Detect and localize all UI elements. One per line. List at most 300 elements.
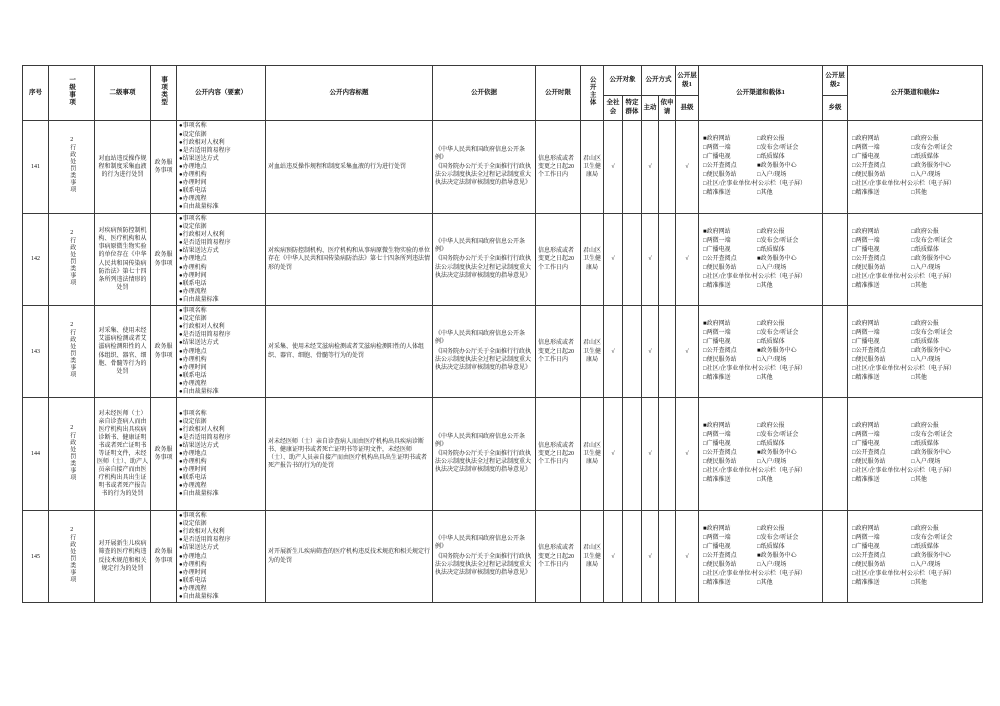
channel-option: □纸质媒体: [757, 543, 785, 550]
element-item: ●结果送达方式: [179, 545, 219, 552]
check-township: [823, 214, 848, 306]
channel2-list: [850, 227, 980, 293]
row-elements: [177, 398, 266, 511]
channel-option: □发布会/听证会: [757, 329, 799, 336]
channel-option: □发布会/听证会: [911, 237, 953, 244]
element-item: ●设定依据: [179, 418, 207, 425]
row-elements: [177, 121, 266, 214]
element-item: ●办理机构: [179, 356, 207, 363]
channel-option: □两微一端: [703, 237, 731, 244]
channel-option: □发布会/听证会: [757, 237, 799, 244]
channel-option: □社区/企事业单位/村公示栏（电子屏）: [703, 365, 806, 372]
element-item: ●是否适用简易程序: [179, 240, 231, 247]
channel-option: □政务服务中心: [911, 450, 951, 457]
channel-option: □精准推送: [852, 477, 880, 484]
col-header-target-specific: 特定群体: [623, 96, 642, 121]
channel-option: □广播电视: [703, 543, 731, 550]
row-item-type: 政务服务事项: [151, 511, 177, 603]
element-item: ●办理时间: [179, 180, 207, 187]
channel1-list: [701, 227, 820, 293]
channel-option: ■政务服务中心: [757, 552, 797, 559]
channel-option: □政府公报: [911, 525, 939, 532]
channel-option: □公开查阅点: [703, 450, 737, 457]
element-item: ●联系电话: [179, 372, 207, 379]
row-basis: [433, 121, 536, 214]
basis-item: 《国务院办公厅关于全面推行行政执法公示制度执法全过程记录制度重大执法决定法制审核制度的指导意见》: [435, 163, 532, 187]
disclosure-catalog-table: [22, 65, 983, 603]
row-channel2: [848, 511, 983, 603]
channel-option: □入户/现场: [757, 264, 787, 271]
channel-option: □其他: [757, 579, 773, 586]
channel-option: □政府公报: [757, 423, 785, 430]
channel-option: □精准推送: [703, 282, 731, 289]
channel-option: □入户/现场: [911, 459, 941, 466]
row-no: 142: [23, 214, 49, 306]
col-header-content-title: 公开内容标题: [266, 66, 433, 121]
channel-option: ■政务服务中心: [757, 347, 797, 354]
basis-item: 《中华人民共和国政府信息公开条例》: [435, 536, 526, 551]
check-county: √: [676, 306, 699, 398]
row-time-limit: 信息形成或者变更之日起20个工作日内: [536, 214, 581, 306]
channel-option: ■政府网站: [703, 320, 731, 327]
col-header-level2: 二级事项: [95, 66, 151, 121]
channel-option: □便民服务站: [852, 264, 886, 271]
channel-option: □社区/企事业单位/村公示栏（电子屏）: [703, 570, 806, 577]
element-item: ●是否适用简易程序: [179, 434, 231, 441]
check-all-society: √: [604, 306, 623, 398]
channel-option: □公开查阅点: [852, 347, 886, 354]
row-no: 145: [23, 511, 49, 603]
col-header-tier2-sub: 乡级: [823, 96, 848, 121]
channel-option: □广播电视: [703, 338, 731, 345]
channel-option: □两微一端: [703, 329, 731, 336]
channel-option: □便民服务站: [703, 172, 737, 179]
row-item-type: 政务服务事项: [151, 306, 177, 398]
channel-option: □两微一端: [852, 329, 880, 336]
col-header-time-limit: 公开时限: [536, 66, 581, 121]
channel-option: □两微一端: [703, 432, 731, 439]
row-level2: 对采集、使用未经艾滋病检测或者艾滋病检测阳性的人体组织、器官、细胞、骨髓等行为的处罚: [95, 306, 151, 398]
row-channel1: [699, 121, 823, 214]
row-item-type: 政务服务事项: [151, 121, 177, 214]
channel-option: □政府公报: [757, 228, 785, 235]
channel-option: □纸质媒体: [911, 543, 939, 550]
check-all-society: √: [604, 121, 623, 214]
table-row: [23, 511, 983, 603]
channel-option: □入户/现场: [911, 561, 941, 568]
col-header-method-request: 依申请: [659, 96, 676, 121]
element-item: ●自由裁量标准: [179, 296, 219, 303]
col-header-channel1: 公开渠道和载体1: [699, 66, 823, 121]
channel-option: □其他: [757, 282, 773, 289]
basis-item: 《中华人民共和国政府信息公开条例》: [435, 433, 526, 448]
element-item: ●办理机构: [179, 561, 207, 568]
channel-option: □入户/现场: [911, 356, 941, 363]
row-level1: 2行政处罚类事项: [68, 137, 75, 194]
element-item: ●办理时间: [179, 467, 207, 474]
row-time-limit: 信息形成或者变更之日起20个工作日内: [536, 306, 581, 398]
channel-option: □政府公报: [757, 136, 785, 143]
channel-option: □两微一端: [852, 432, 880, 439]
channel-option: ■政务服务中心: [757, 163, 797, 170]
channel-option: □两微一端: [703, 145, 731, 152]
channel-option: □政府公报: [911, 136, 939, 143]
element-item: ●办理流程: [179, 196, 207, 203]
channel-option: □政府网站: [852, 136, 880, 143]
table-row: [23, 214, 983, 306]
channel-option: □入户/现场: [757, 356, 787, 363]
channel-option: □入户/现场: [911, 172, 941, 179]
channel-option: □其他: [911, 190, 927, 197]
element-item: ●设定依据: [179, 521, 207, 528]
row-basis: [433, 398, 536, 511]
element-item: ●联系电话: [179, 577, 207, 584]
basis-item: 《中华人民共和国政府信息公开条例》: [435, 239, 526, 254]
channel-option: □广播电视: [703, 154, 731, 161]
channel-option: □社区/企事业单位/村公示栏（电子屏）: [703, 181, 806, 188]
basis-item: 《中华人民共和国政府信息公开条例》: [435, 146, 526, 161]
channel-option: □发布会/听证会: [757, 534, 799, 541]
col-header-content-elements: 公开内容（要素）: [177, 66, 266, 121]
col-header-method-active: 主动: [642, 96, 659, 121]
row-level2: 对未经医师（士）亲自诊查病人而由医疗机构出具疾病诊断书、健康证明书或者死亡证明书等证明文件，未经医师（士）、助产人员亲自接产而由医疗机构出具出生证明书或者死产报告书的行为的处罚: [95, 398, 151, 511]
element-item: ●设定依据: [179, 131, 207, 138]
channel-option: □广播电视: [852, 543, 880, 550]
channel-option: □精准推送: [852, 579, 880, 586]
channel2-list: [850, 319, 980, 385]
element-item: ●自由裁量标准: [179, 388, 219, 395]
element-item: ●办理地点: [179, 163, 207, 170]
check-active: √: [642, 511, 659, 603]
element-item: ●办理地点: [179, 348, 207, 355]
channel1-list: [701, 319, 820, 385]
row-level1: 2行政处罚类事项: [68, 527, 75, 584]
element-item: ●自由裁量标准: [179, 594, 219, 600]
channel-option: □政府网站: [852, 525, 880, 532]
channel-option: □纸质媒体: [757, 441, 785, 448]
channel-option: □两微一端: [852, 237, 880, 244]
channel-option: □其他: [757, 477, 773, 484]
channel-option: □便民服务站: [703, 264, 737, 271]
row-level1-cell: [49, 121, 95, 214]
row-level1-cell: [49, 398, 95, 511]
channel-option: □入户/现场: [757, 172, 787, 179]
col-header-level1: 一级事项: [49, 66, 95, 121]
channel-option: □广播电视: [852, 338, 880, 345]
channel-option: □入户/现场: [757, 561, 787, 568]
element-item: ●行政相对人权利: [179, 426, 225, 433]
element-item: ●事项名称: [179, 410, 207, 417]
channel2-list: [850, 421, 980, 487]
row-no: 143: [23, 306, 49, 398]
check-all-society: √: [604, 214, 623, 306]
channel-option: □公开查阅点: [852, 255, 886, 262]
check-township: [823, 121, 848, 214]
element-item: ●结果送达方式: [179, 248, 219, 255]
row-level1-cell: [49, 306, 95, 398]
row-time-limit: 信息形成或者变更之日起20个工作日内: [536, 121, 581, 214]
check-specific-group: [623, 398, 642, 511]
channel-option: □公开查阅点: [852, 163, 886, 170]
channel-option: □便民服务站: [703, 561, 737, 568]
channel-option: □两微一端: [852, 145, 880, 152]
channel-option: □公开查阅点: [703, 552, 737, 559]
channel-option: □两微一端: [703, 534, 731, 541]
channel-option: □广播电视: [852, 441, 880, 448]
channel-option: □入户/现场: [911, 264, 941, 271]
channel-option: □精准推送: [703, 190, 731, 197]
channel-option: □社区/企事业单位/村公示栏（电子屏）: [852, 273, 955, 280]
channel-option: □广播电视: [703, 246, 731, 253]
channel-option: □其他: [757, 190, 773, 197]
channel-option: □政府公报: [757, 525, 785, 532]
element-item: ●办理流程: [179, 380, 207, 387]
row-level1-cell: [49, 214, 95, 306]
row-channel2: [848, 214, 983, 306]
channel-option: □精准推送: [852, 282, 880, 289]
check-active: √: [642, 214, 659, 306]
channel-option: □社区/企事业单位/村公示栏（电子屏）: [703, 273, 806, 280]
check-township: [823, 398, 848, 511]
channel-option: □公开查阅点: [852, 450, 886, 457]
channel-option: □发布会/听证会: [757, 145, 799, 152]
channel-option: ■政府网站: [703, 136, 731, 143]
element-item: ●事项名称: [179, 308, 207, 315]
channel-option: □便民服务站: [852, 459, 886, 466]
channel-option: □其他: [911, 282, 927, 289]
row-channel2: [848, 398, 983, 511]
table-row: [23, 398, 983, 511]
col-header-tier1-sub: 县级: [676, 96, 699, 121]
channel-option: □精准推送: [703, 579, 731, 586]
element-item: ●事项名称: [179, 123, 207, 130]
table-body: [23, 121, 983, 603]
element-item: ●行政相对人权利: [179, 232, 225, 239]
channel-option: □纸质媒体: [757, 338, 785, 345]
channel-option: □纸质媒体: [757, 154, 785, 161]
channel1-list: [701, 421, 820, 487]
channel-option: □政务服务中心: [911, 347, 951, 354]
row-content-title: 对血站违反操作规程和制度采集血液的行为进行处罚: [266, 121, 433, 214]
col-header-tier2: 公开层级2: [823, 66, 848, 96]
check-specific-group: [623, 121, 642, 214]
channel1-list: [701, 524, 820, 590]
channel-option: □其他: [911, 579, 927, 586]
element-item: ●办理流程: [179, 288, 207, 295]
basis-item: 《中华人民共和国政府信息公开条例》: [435, 331, 526, 346]
channel-option: □精准推送: [852, 374, 880, 381]
row-no: 141: [23, 121, 49, 214]
check-on-request: [659, 214, 676, 306]
row-elements: [177, 306, 266, 398]
row-channel1: [699, 306, 823, 398]
element-item: ●联系电话: [179, 280, 207, 287]
channel-option: □其他: [911, 374, 927, 381]
element-item: ●结果送达方式: [179, 155, 219, 162]
channel-option: □政府公报: [911, 423, 939, 430]
channel-option: □政府公报: [757, 320, 785, 327]
channel-option: □政务服务中心: [911, 163, 951, 170]
row-subject: 君山区卫生健康局: [581, 214, 604, 306]
channel-option: □社区/企事业单位/村公示栏（电子屏）: [703, 468, 806, 475]
channel-option: □社区/企事业单位/村公示栏（电子屏）: [852, 468, 955, 475]
element-item: ●设定依据: [179, 316, 207, 323]
channel-option: □便民服务站: [852, 172, 886, 179]
element-item: ●办理机构: [179, 264, 207, 271]
channel-option: □广播电视: [703, 441, 731, 448]
channel-option: □广播电视: [852, 154, 880, 161]
channel-option: □精准推送: [703, 374, 731, 381]
channel-option: ■政务服务中心: [757, 450, 797, 457]
element-item: ●事项名称: [179, 513, 207, 520]
check-county: √: [676, 121, 699, 214]
row-content-title: 对疾病预防控制机构、医疗机构和从事病原微生物实验的单位存在《中华人民共和国传染病防治法》第七十四条所列违法情形的处罚: [266, 214, 433, 306]
channel-option: □政府网站: [852, 228, 880, 235]
channel-option: □其他: [911, 477, 927, 484]
row-level2: 对开展新生儿疾病筛查的医疗机构违反技术规范和相关规定行为的处罚: [95, 511, 151, 603]
table-row: [23, 306, 983, 398]
channel-option: □纸质媒体: [911, 441, 939, 448]
element-item: ●自由裁量标准: [179, 491, 219, 498]
element-item: ●是否适用简易程序: [179, 147, 231, 154]
element-item: ●自由裁量标准: [179, 204, 219, 211]
channel-option: ■政务服务中心: [757, 255, 797, 262]
element-item: ●办理时间: [179, 364, 207, 371]
element-item: ●联系电话: [179, 188, 207, 195]
row-channel1: [699, 214, 823, 306]
channel-option: □广播电视: [852, 246, 880, 253]
row-channel1: [699, 398, 823, 511]
channel-option: □便民服务站: [852, 561, 886, 568]
basis-item: 《国务院办公厅关于全面推行行政执法公示制度执法全过程记录制度重大执法决定法制审核制度的指导意见》: [435, 553, 532, 576]
row-content-title: 对未经医师（士）亲自诊查病人而由医疗机构出具疾病诊断书、健康证明书或者死亡证明书等证明文件，未经医师（士）、助产人员亲自接产而由医疗机构出具出生证明书或者死产报告书的行为的处罚: [266, 398, 433, 511]
channel-option: □入户/现场: [757, 459, 787, 466]
check-all-society: √: [604, 511, 623, 603]
channel-option: □政务服务中心: [911, 255, 951, 262]
element-item: ●办理地点: [179, 256, 207, 263]
channel-option: □发布会/听证会: [757, 432, 799, 439]
col-header-target: 公开对象: [604, 66, 642, 96]
col-header-method: 公开方式: [642, 66, 676, 96]
channel-option: □社区/企事业单位/村公示栏（电子屏）: [852, 570, 955, 577]
channel-option: □两微一端: [852, 534, 880, 541]
channel-option: □公开查阅点: [852, 552, 886, 559]
check-all-society: √: [604, 398, 623, 511]
row-basis: [433, 306, 536, 398]
row-subject: 君山区卫生健康局: [581, 398, 604, 511]
row-level1-cell: [49, 511, 95, 603]
element-item: ●联系电话: [179, 475, 207, 482]
channel-option: □政府公报: [911, 320, 939, 327]
channel-option: □公开查阅点: [703, 347, 737, 354]
channel-option: □便民服务站: [703, 356, 737, 363]
basis-item: 《国务院办公厅关于全面推行行政执法公示制度执法全过程记录制度重大执法决定法制审核制度的指导意见》: [435, 256, 532, 279]
basis-item: 《国务院办公厅关于全面推行行政执法公示制度执法全过程记录制度重大执法决定法制审核制度的指导意见》: [435, 348, 532, 371]
channel-option: □政务服务中心: [911, 552, 951, 559]
row-level2: 对疾病预防控制机构、医疗机构和从事病原微生物实验的单位存在《中华人民共和国传染病防治法》第七十四条所列违法情形的处罚: [95, 214, 151, 306]
check-township: [823, 511, 848, 603]
check-on-request: [659, 398, 676, 511]
col-header-channel2: 公开渠道和载体2: [848, 66, 983, 121]
row-content-title: 对开展新生儿疾病筛查的医疗机构违反技术规范和相关规定行为的处罚: [266, 511, 433, 603]
element-item: ●办理地点: [179, 553, 207, 560]
element-item: ●办理时间: [179, 272, 207, 279]
row-level2: 对血站违反操作规程和制度采集血液的行为进行处罚: [95, 121, 151, 214]
channel-option: □发布会/听证会: [911, 432, 953, 439]
check-on-request: [659, 511, 676, 603]
check-active: √: [642, 398, 659, 511]
element-item: ●办理流程: [179, 483, 207, 490]
row-subject: 君山区卫生健康局: [581, 121, 604, 214]
element-item: ●结果送达方式: [179, 340, 219, 347]
channel-option: □便民服务站: [703, 459, 737, 466]
check-active: √: [642, 306, 659, 398]
row-elements: [177, 511, 266, 603]
channel-option: □精准推送: [703, 477, 731, 484]
channel-option: □公开查阅点: [703, 163, 737, 170]
channel-option: ■政府网站: [703, 525, 731, 532]
row-item-type: 政务服务事项: [151, 398, 177, 511]
table-row: [23, 121, 983, 214]
channel-option: ■政府网站: [703, 423, 731, 430]
col-header-tier1: 公开层级1: [676, 66, 699, 96]
col-header-item-type: 事项类型: [151, 66, 177, 121]
row-item-type: 政务服务事项: [151, 214, 177, 306]
element-item: ●办理时间: [179, 569, 207, 576]
col-header-no: 序号: [23, 66, 49, 121]
col-header-basis: 公开依据: [433, 66, 536, 121]
check-specific-group: [623, 511, 642, 603]
row-basis: [433, 214, 536, 306]
check-specific-group: [623, 306, 642, 398]
channel-option: □便民服务站: [852, 356, 886, 363]
row-no: 144: [23, 398, 49, 511]
channel-option: □纸质媒体: [911, 246, 939, 253]
row-subject: 君山区卫生健康局: [581, 306, 604, 398]
channel-option: □精准推送: [852, 190, 880, 197]
element-item: ●是否适用简易程序: [179, 537, 231, 544]
channel-option: □纸质媒体: [911, 154, 939, 161]
element-item: ●事项名称: [179, 216, 207, 222]
row-time-limit: 信息形成或者变更之日起20个工作日内: [536, 511, 581, 603]
row-channel2: [848, 121, 983, 214]
element-item: ●办理机构: [179, 172, 207, 179]
row-subject: 君山区卫生健康局: [581, 511, 604, 603]
element-item: ●行政相对人权利: [179, 324, 225, 331]
channel-option: □社区/企事业单位/村公示栏（电子屏）: [852, 181, 955, 188]
col-header-subject: 公开主体: [581, 66, 604, 121]
element-item: ●办理机构: [179, 459, 207, 466]
row-time-limit: 信息形成或者变更之日起20个工作日内: [536, 398, 581, 511]
channel-option: □政府公报: [911, 228, 939, 235]
element-item: ●行政相对人权利: [179, 529, 225, 536]
element-item: ●行政相对人权利: [179, 139, 225, 146]
col-header-target-all: 全社会: [604, 96, 623, 121]
check-county: √: [676, 214, 699, 306]
channel-option: ■政府网站: [703, 228, 731, 235]
row-elements: [177, 214, 266, 306]
channel-option: □政府网站: [852, 320, 880, 327]
channel-option: □纸质媒体: [911, 338, 939, 345]
row-basis: [433, 511, 536, 603]
element-item: ●办理地点: [179, 451, 207, 458]
channel-option: □发布会/听证会: [911, 145, 953, 152]
check-on-request: [659, 121, 676, 214]
channel-option: □公开查阅点: [703, 255, 737, 262]
element-item: ●办理流程: [179, 585, 207, 592]
channel-option: □其他: [757, 374, 773, 381]
element-item: ●结果送达方式: [179, 442, 219, 449]
